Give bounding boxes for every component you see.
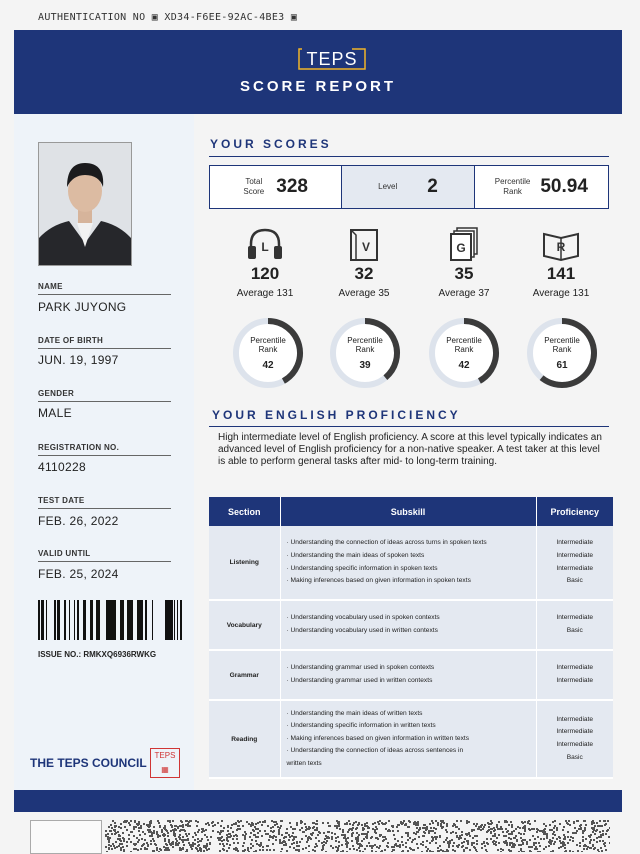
proficiency-heading: YOUR ENGLISH PROFICIENCY	[212, 408, 461, 422]
test-date-value: FEB. 26, 2022	[38, 514, 119, 528]
grammar-score	[424, 226, 504, 299]
dob-label: DATE OF BIRTH	[38, 336, 104, 345]
percentile-cell	[475, 166, 608, 208]
svg-text:V: V	[361, 240, 371, 254]
table-row	[209, 650, 613, 700]
name-label: NAME	[38, 282, 63, 291]
dob-value: JUN. 19, 1997	[38, 353, 119, 367]
authentication-number: AUTHENTICATION NO ▣ XD34-F6EE-92AC-4BE3 ▣	[38, 12, 298, 23]
proficiency-rule	[209, 426, 609, 427]
total-score-cell	[210, 166, 342, 208]
level-value: 2	[427, 176, 438, 197]
valid-until-value: FEB. 25, 2024	[38, 567, 119, 581]
registration-value: 4110228	[38, 460, 86, 474]
level-cell	[342, 166, 474, 208]
percentile-value: 50.94	[540, 176, 588, 197]
footer-band	[14, 790, 622, 812]
reading-percentile: 61	[556, 360, 568, 371]
open-book-icon	[541, 226, 581, 262]
candidate-photo	[38, 142, 132, 266]
field-divider	[38, 348, 171, 349]
proficiency-description: High intermediate level of English proficiency. A score at this level typically indicates an advanced level of English proficiency for a non-native speaker. A test taker at this level is able to perform general tasks after mid- to long-term training.	[218, 432, 602, 467]
subskill-cell: · Understanding grammar used in spoken contexts · Understanding grammar used in written contexts	[280, 650, 536, 700]
svg-text:L: L	[261, 240, 269, 254]
proficiency-cell: Intermediate Intermediate Intermediate Basic	[536, 700, 613, 778]
vocabulary-score-value: 32	[354, 264, 374, 283]
section-cell: Grammar	[209, 650, 280, 700]
svg-text:G: G	[456, 241, 466, 255]
grammar-score-value: 35	[454, 264, 474, 283]
listening-percentile-ring: Percentile Rank 42	[231, 316, 305, 390]
headphones-icon	[245, 226, 285, 262]
reading-percentile-ring: Percentile Rank 61	[525, 316, 599, 390]
field-divider	[38, 455, 171, 456]
vocabulary-book-icon	[344, 226, 384, 262]
seal-text: TEPS	[154, 751, 176, 760]
issue-number: ISSUE NO.: RMKXQ6936RWKG	[38, 650, 157, 659]
listening-average: Average 131	[236, 288, 294, 299]
subskill-table	[209, 497, 613, 779]
vocabulary-average: Average 35	[338, 288, 390, 299]
gender-label: GENDER	[38, 389, 75, 398]
field-divider	[38, 508, 171, 509]
table-row	[209, 600, 613, 650]
logo-text: TEPS	[306, 49, 358, 69]
reading-score-value: 141	[546, 264, 576, 283]
section-cell: Vocabulary	[209, 600, 280, 650]
barcode	[38, 600, 184, 640]
grammar-average: Average 37	[438, 288, 490, 299]
vocabulary-score	[324, 226, 404, 299]
column-header: Subskill	[280, 497, 536, 526]
report-title: SCORE REPORT	[239, 78, 396, 95]
scores-rule	[209, 156, 609, 157]
council-seal: TEPS ▦	[150, 748, 180, 778]
listening-percentile: 42	[262, 360, 274, 371]
column-header: Proficiency	[536, 497, 613, 526]
level-label: Level	[378, 182, 398, 191]
proficiency-cell: Intermediate Intermediate Intermediate Basic	[536, 526, 613, 600]
council-name: THE TEPS COUNCIL	[30, 756, 147, 770]
subskill-cell: · Understanding the main ideas of written texts · Understanding specific information in written texts · Making inferences based on given information in written texts · Understanding the connection of ideas across sentences in written texts	[280, 700, 536, 778]
gender-value: MALE	[38, 406, 72, 420]
field-divider	[38, 401, 171, 402]
scores-heading: YOUR SCORES	[210, 137, 332, 151]
column-header: Section	[209, 497, 280, 526]
grammar-percentile: 42	[458, 360, 470, 371]
grammar-pages-icon	[444, 226, 484, 262]
reading-score	[521, 226, 601, 299]
table-header-row	[209, 497, 613, 526]
valid-until-label: VALID UNTIL	[38, 549, 91, 558]
listening-score	[225, 226, 305, 299]
registration-label: REGISTRATION NO.	[38, 443, 120, 452]
footer-box	[30, 820, 102, 854]
total-score-label: Total Score	[243, 177, 265, 196]
score-summary	[209, 165, 609, 209]
proficiency-cell: Intermediate Basic	[536, 600, 613, 650]
grammar-percentile-ring: Percentile Rank 42	[427, 316, 501, 390]
table-row	[209, 700, 613, 778]
reading-average: Average 131	[532, 288, 590, 299]
svg-text:R: R	[556, 240, 566, 254]
security-pattern	[105, 820, 610, 852]
vocabulary-percentile: 39	[359, 360, 371, 371]
subskill-cell: · Understanding the connection of ideas across turns in spoken texts · Understanding the main ideas of spoken texts · Understanding specific information in spoken texts · Making inferences based on given information in spoken texts	[280, 526, 536, 600]
subskill-cell: · Understanding vocabulary used in spoken contexts · Understanding vocabulary used in written contexts	[280, 600, 536, 650]
table-row	[209, 526, 613, 600]
vocabulary-percentile-ring: Percentile Rank 39	[328, 316, 402, 390]
field-divider	[38, 294, 171, 295]
field-divider	[38, 561, 171, 562]
total-score-value: 328	[276, 176, 308, 197]
section-cell: Reading	[209, 700, 280, 778]
section-cell: Listening	[209, 526, 280, 600]
percentile-label: Percentile Rank	[494, 177, 531, 196]
report-header	[14, 30, 622, 114]
test-date-label: TEST DATE	[38, 496, 85, 505]
proficiency-cell: Intermediate Intermediate	[536, 650, 613, 700]
listening-score-value: 120	[250, 264, 280, 283]
name-value: PARK JUYONG	[38, 300, 127, 314]
